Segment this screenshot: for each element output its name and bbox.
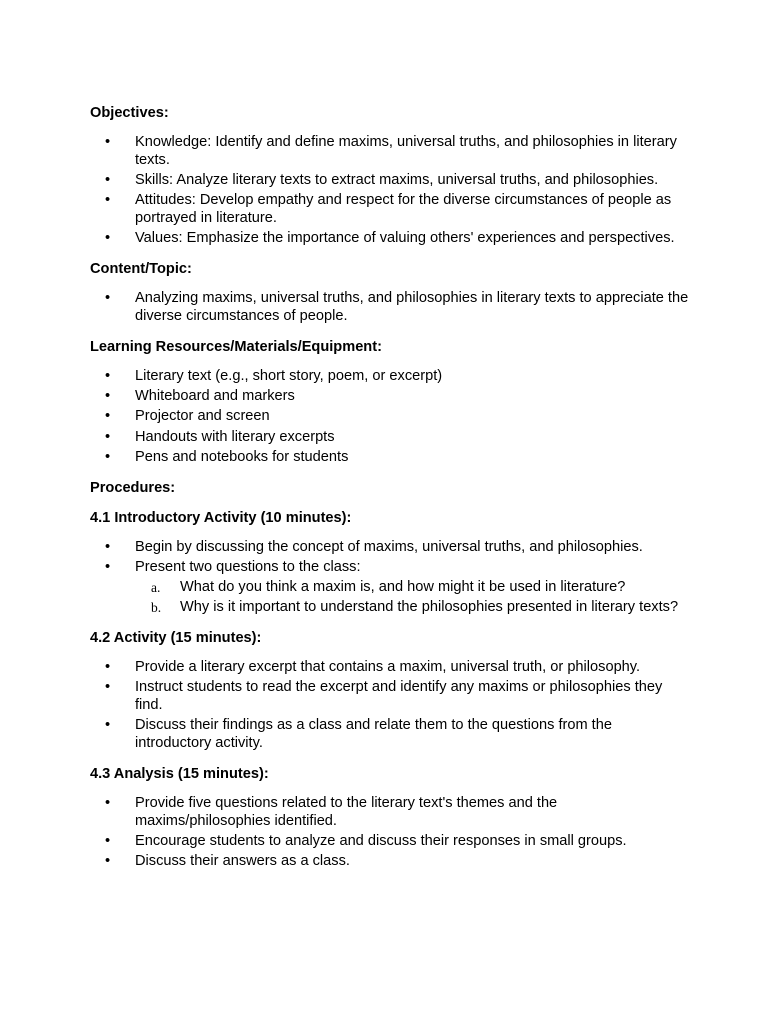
list-item: • Begin by discussing the concept of maxims, universal truths, and philosophies. [105, 538, 643, 555]
list-item: • Discuss their answers as a class. [105, 853, 350, 870]
activity-heading: 4.2 Activity (15 minutes): [90, 630, 262, 647]
list-item: • Attitudes: Develop empathy and respect for the diverse circumstances of people as portrayed in literature. [105, 192, 672, 227]
introductory-activity-list [90, 539, 690, 617]
bullet-icon: • [105, 538, 111, 555]
list-item: • Provide a literary excerpt that contains a maxim, universal truth, or philosophy. [105, 659, 641, 676]
list-item: • Pens and notebooks for students [105, 449, 349, 466]
list-item: • Encourage students to analyze and discuss their responses in small groups. [105, 833, 627, 850]
bullet-icon: • [105, 853, 111, 870]
resources-heading: Learning Resources/Materials/Equipment: [90, 338, 382, 355]
list-item: • Knowledge: Identify and define maxims, universal truths, and philosophies in literary texts. [105, 134, 677, 168]
sublist-item: a. What do you think a maxim is, and how might it be used in literature? [151, 578, 626, 595]
bullet-icon: • [105, 408, 111, 425]
sublist-item: b. Why is it important to understand the philosophies presented in literary texts? [151, 599, 679, 616]
bullet-icon: • [105, 833, 111, 850]
list-item: • Discuss their findings as a class and relate them to the questions from the introductory activity. [105, 717, 612, 752]
content-topic-heading: Content/Topic: [90, 261, 192, 278]
bullet-icon: • [105, 449, 111, 466]
bullet-icon: • [105, 795, 111, 812]
list-item: • Whiteboard and markers [105, 388, 295, 405]
bullet-icon: • [105, 428, 111, 445]
bullet-icon: • [105, 290, 111, 307]
objectives-heading: Objectives: [90, 105, 169, 121]
list-item: • Values: Emphasize the importance of valuing others' experiences and perspectives. [105, 230, 675, 247]
list-item: • Instruct students to read the excerpt and identify any maxims or philosophies they find. [105, 679, 663, 714]
bullet-icon: • [105, 559, 111, 576]
list-item: • Skills: Analyze literary texts to extract maxims, universal truths, and philosophies. [105, 172, 659, 189]
activity-list [90, 659, 690, 753]
procedures-heading: Procedures: [90, 479, 176, 496]
analysis-list [90, 795, 690, 871]
bullet-icon: • [105, 192, 111, 209]
question-sublist [135, 579, 690, 617]
list-item: • Provide five questions related to the literary text's themes and the maxims/philosophies identified. [105, 795, 558, 829]
bullet-icon: • [105, 134, 111, 150]
resources-list [90, 368, 690, 467]
bullet-icon: • [105, 230, 111, 247]
list-item: • Present two questions to the class: a. What do you think a maxim is, and how might it be used in literature? b. Why is it important to understand the philosophies presented in literary texts? [90, 559, 690, 617]
list-item: • Literary text (e.g., short story, poem, or excerpt) [105, 367, 443, 384]
introductory-activity-heading: 4.1 Introductory Activity (10 minutes): [90, 509, 352, 526]
list-item: • Handouts with literary excerpts [105, 428, 335, 445]
sublist-marker: b. [151, 600, 162, 616]
bullet-icon: • [105, 388, 111, 405]
list-item: • Projector and screen [105, 408, 270, 425]
content-topic-list [90, 290, 690, 326]
objectives-list [90, 134, 690, 248]
bullet-icon: • [105, 717, 111, 734]
bullet-icon: • [105, 679, 111, 696]
bullet-icon: • [105, 367, 111, 384]
list-item: • Analyzing maxims, universal truths, and philosophies in literary texts to appreciate the diverse circumstances of people. [105, 290, 689, 325]
bullet-icon: • [105, 659, 111, 676]
sublist-marker: a. [151, 579, 161, 595]
analysis-heading: 4.3 Analysis (15 minutes): [90, 766, 269, 783]
bullet-icon: • [105, 172, 111, 189]
lesson-plan-document [90, 104, 690, 883]
